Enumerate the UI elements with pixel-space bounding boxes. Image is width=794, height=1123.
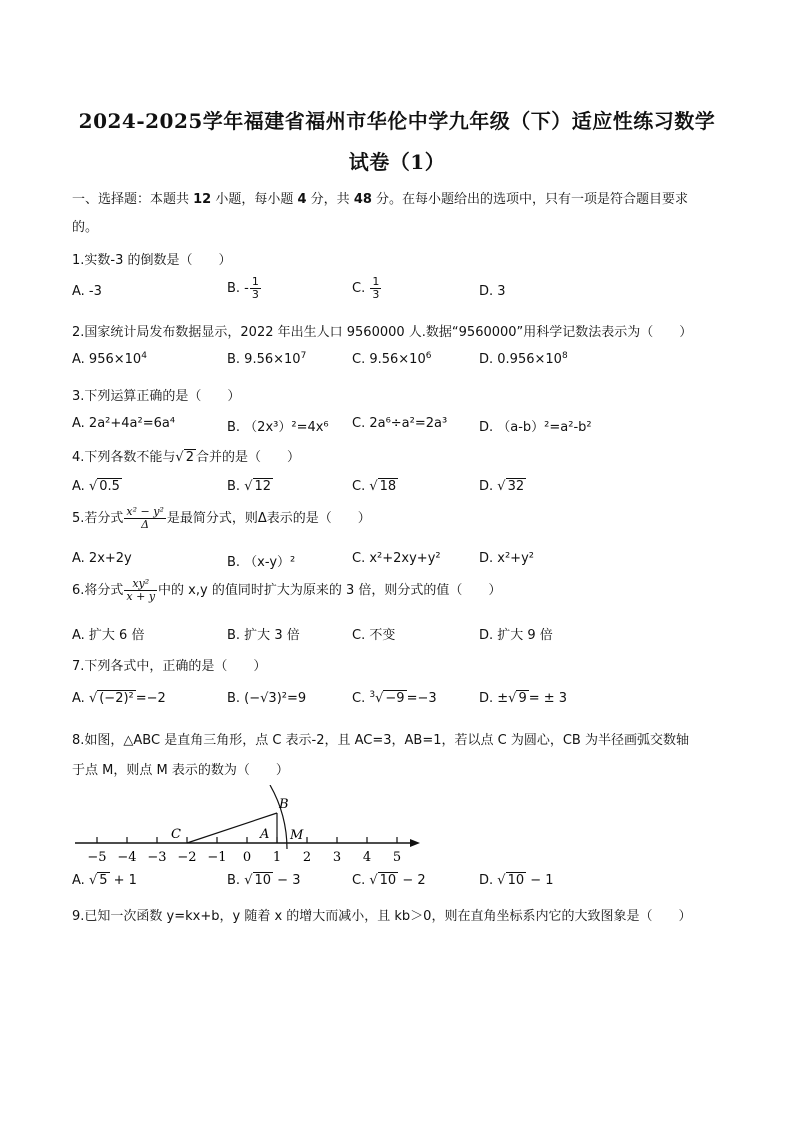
- tick-label: 0: [242, 850, 252, 865]
- q3-stem: 3.下列运算正确的是（ ）: [72, 389, 241, 404]
- q9-stem: 9.已知一次函数 y=kx+b，y 随着 x 的增大而减小，且 kb＞0，则在直角坐标系内它的大致图象是（ ）: [72, 909, 692, 924]
- q2-options: [72, 352, 732, 376]
- tick-label: 2: [302, 850, 312, 865]
- q4-option-d: D. √ 32: [479, 479, 525, 494]
- q3-option-a: A. 2a²+4a²=6a⁴: [72, 416, 176, 431]
- tick-label: 4: [362, 850, 372, 865]
- q1-option-b: B. - $\frac{1}{3}$: [227, 275, 259, 302]
- q8-option-a: A. √ 5 + 1: [72, 873, 137, 888]
- q7-option-d: D. ±√ 9 = ± 3: [479, 691, 568, 706]
- q6-stem: 6.将分式 $\frac{\text{xy²}}{x + y}$ 中的 x,y 的值同时扩大为原来的 3 倍，则分式的值（ ）: [72, 577, 502, 604]
- section-instructions-cont: 的。: [72, 220, 99, 235]
- q4-option-a: A. √ 0.5: [72, 479, 120, 494]
- q4-option-c: C. √ 18: [352, 479, 397, 494]
- q4-stem: 4.下列各数不能与√ 2 合并的是（ ）: [72, 450, 300, 465]
- q8-options: [72, 873, 732, 897]
- tick-label: −1: [207, 850, 227, 865]
- q6-option-a: A. 扩大 6 倍: [72, 628, 145, 643]
- q7-options: [72, 691, 732, 715]
- q5-stem: 5.若分式 $\frac{\text{x² − y²}}{\Delta}$ 是最简分式，则Δ表示的是（ ）: [72, 505, 371, 532]
- q5-option-a: A. 2x+2y: [72, 551, 132, 566]
- q5-option-d: D. x²+y²: [479, 551, 534, 566]
- q2-option-a: A. $956\times 10^4$: [72, 351, 147, 367]
- q2-option-b: B. $9.56\times 10^7$: [227, 351, 307, 367]
- q2-stem: 2.国家统计局发布数据显示，2022 年出生人口 9560000 人.数据“9560000”用科学记数法表示为（ ）: [72, 325, 693, 340]
- q4-options: [72, 479, 732, 503]
- q8-stem-line1: 8.如图，△ABC 是直角三角形，点 C 表示-2，且 AC=3，AB=1，若以点 C 为圆心，CB 为半径画弧交数轴: [72, 733, 689, 748]
- q7-stem: 7.下列各式中，正确的是（ ）: [72, 659, 267, 674]
- label-m: M: [290, 828, 304, 843]
- tick-label: −2: [177, 850, 197, 865]
- q7-option-b: B. (−√3)²=9: [227, 691, 307, 706]
- q6-option-c: C. 不变: [352, 628, 396, 643]
- q3-option-d: D. （a-b）²=a²-b²: [479, 420, 592, 435]
- label-a: A: [260, 827, 270, 842]
- q6-option-b: B. 扩大 3 倍: [227, 628, 300, 643]
- exam-title-line2: 试卷（1）: [348, 150, 446, 174]
- tick-label: −3: [147, 850, 167, 865]
- q8-option-d: D. √ 10 − 1: [479, 873, 554, 888]
- q1-option-c: C. $\frac{1}{3}$: [352, 275, 380, 302]
- q7-option-a: A. √ (−2)² =−2: [72, 691, 166, 706]
- q8-stem-line2: 于点 M，则点 M 表示的数为（ ）: [72, 763, 289, 778]
- q3-option-c: C. 2a⁶÷a²=2a³: [352, 416, 448, 431]
- q3-option-b: B. （2x³）²=4x⁶: [227, 420, 329, 435]
- section-instructions: 一、选择题：本题共 12 小题，每小题 4 分，共 48 分。在每小题给出的选项中，只有一项是符合题目要求: [72, 192, 689, 207]
- q8-option-b: B. √ 10 − 3: [227, 873, 301, 888]
- tick-label: 1: [272, 850, 282, 865]
- tick-label: 5: [392, 850, 402, 865]
- axis-arrow-icon: [410, 839, 420, 847]
- q8-option-c: C. √ 10 − 2: [352, 873, 426, 888]
- q5-option-b: B. （x-y）²: [227, 555, 296, 570]
- q1-option-d: D. 3: [479, 284, 506, 299]
- tick-label: −5: [87, 850, 107, 865]
- tick-marks: [87, 837, 401, 865]
- q4-option-b: B. √ 12: [227, 479, 272, 494]
- label-b: B: [279, 797, 289, 812]
- q1-stem: 1.实数-3 的倒数是（ ）: [72, 253, 232, 268]
- q6-option-d: D. 扩大 9 倍: [479, 628, 553, 643]
- q7-option-c: C. $^3$√ −9 =−3: [352, 690, 437, 706]
- label-c: C: [171, 827, 181, 842]
- q2-option-d: D. $0.956\times 10^8$: [479, 351, 568, 367]
- q6-options: [72, 624, 732, 648]
- tick-label: 3: [332, 850, 342, 865]
- number-line-figure: [70, 785, 430, 870]
- tick-label: −4: [117, 850, 137, 865]
- q5-option-c: C. x²+2xy+y²: [352, 551, 441, 566]
- q3-options: [72, 416, 732, 440]
- q5-options: [72, 551, 732, 575]
- q1-options: [72, 275, 732, 308]
- q1-option-a: A. -3: [72, 284, 102, 299]
- arc-cb: [270, 785, 287, 849]
- q2-option-c: C. $9.56\times 10^6$: [352, 351, 432, 367]
- exam-title-line1: 2024-2025学年福建省福州市华伦中学九年级（下）适应性练习数学: [78, 109, 716, 133]
